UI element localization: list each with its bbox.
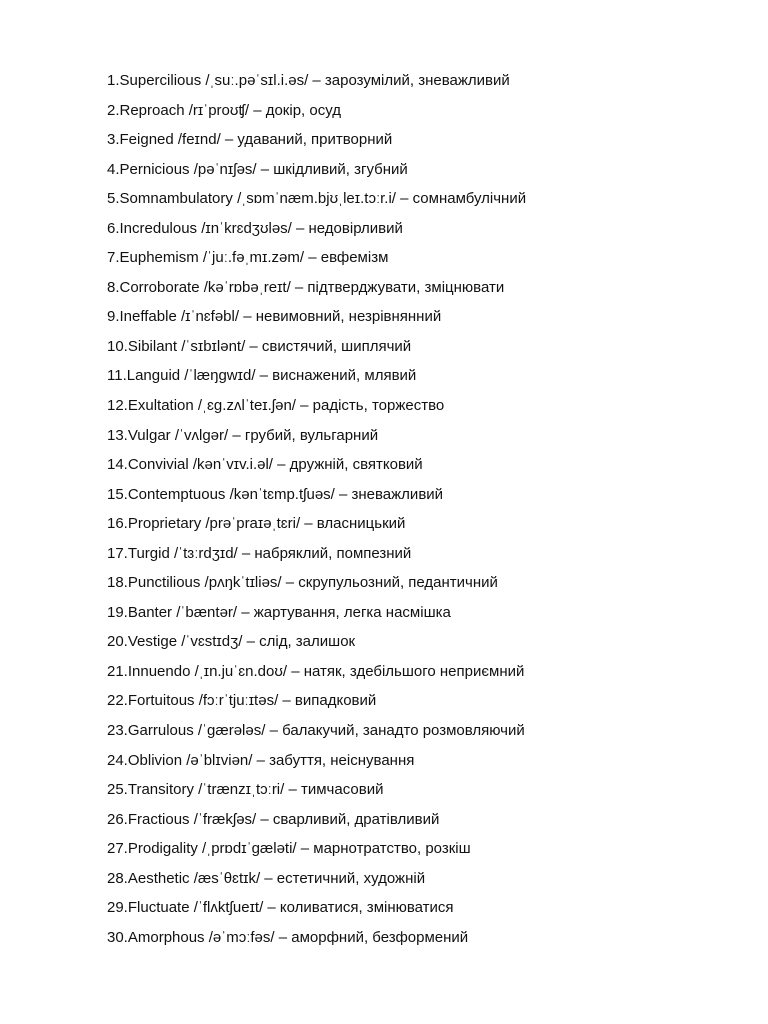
vocab-item: 22.Fortuitous /fɔːrˈtjuːɪtəs/ – випадковий xyxy=(107,692,377,710)
vocab-item: 25.Transitory /ˈtrænzɪˌtɔːri/ – тимчасовий xyxy=(107,781,384,799)
vocab-item: 7.Euphemism /ˈjuː.fəˌmɪ.zəm/ – евфемізм xyxy=(107,249,389,267)
vocab-item: 9.Ineffable /ɪˈnɛfəbl/ – невимовний, незрівнянний xyxy=(107,308,442,326)
vocab-item: 29.Fluctuate /ˈflʌktʃueɪt/ – коливатися, змінюватися xyxy=(107,899,454,917)
vocab-item: 26.Fractious /ˈfrækʃəs/ – сварливий, дратівливий xyxy=(107,810,440,828)
vocab-item: 4.Pernicious /pəˈnɪʃəs/ – шкідливий, згубний xyxy=(107,160,408,178)
vocab-item: 15.Contemptuous /kənˈtɛmp.tʃuəs/ – зневажливий xyxy=(107,485,444,503)
vocab-item: 8.Corroborate /kəˈrɒbəˌreɪt/ – підтверджувати, зміцнювати xyxy=(107,278,505,296)
vocab-item: 27.Prodigality /ˌprɒdɪˈgæləti/ – марнотратство, розкіш xyxy=(107,840,471,858)
vocab-item: 18.Punctilious /pʌŋkˈtɪliəs/ – скрупульозний, педантичний xyxy=(107,574,498,592)
vocab-item: 1.Supercilious /ˌsuː.pəˈsɪl.i.əs/ – зарозумілий, зневажливий xyxy=(107,72,510,89)
vocab-item: 20.Vestige /ˈvɛstɪdʒ/ – слід, залишок xyxy=(107,633,356,651)
vocab-item: 12.Exultation /ˌɛg.zʌlˈteɪ.ʃən/ – радість, торжество xyxy=(107,397,445,415)
vocab-item: 24.Oblivion /əˈblɪviən/ – забуття, неіснування xyxy=(107,751,415,769)
vocab-item: 21.Innuendo /ˌɪn.juˈɛn.doʊ/ – натяк, здебільшого неприємний xyxy=(107,662,525,680)
vocab-item: 3.Feigned /feɪnd/ – удаваний, притворний xyxy=(107,131,393,149)
vocab-item: 10.Sibilant /ˈsɪbɪlənt/ – свистячий, шиплячий xyxy=(107,337,412,355)
vocabulary-list xyxy=(107,70,747,956)
vocab-item: 28.Aesthetic /æsˈθɛtɪk/ – естетичний, художній xyxy=(107,869,426,887)
vocab-item: 16.Proprietary /prəˈpraɪəˌtɛri/ – власницький xyxy=(107,515,406,533)
vocab-item: 2.Reproach /rɪˈproʊʧ/ – докір, осуд xyxy=(107,101,341,119)
vocab-item: 19.Banter /ˈbæntər/ – жартування, легка насмішка xyxy=(107,603,451,621)
vocab-item: 17.Turgid /ˈtɜːrdʒɪd/ – набряклий, помпезний xyxy=(107,544,412,562)
vocab-item: 23.Garrulous /ˈgærələs/ – балакучий, занадто розмовляючий xyxy=(107,722,525,740)
vocab-item: 6.Incredulous /ɪnˈkrɛdʒʊləs/ – недовірливий xyxy=(107,219,403,237)
vocab-item: 5.Somnambulatory /ˌsɒmˈnæm.bjʊˌleɪ.tɔːr.i/ – сомнамбулічний xyxy=(107,190,527,208)
vocab-item: 11.Languid /ˈlæŋgwɪd/ – виснажений, млявий xyxy=(107,367,417,385)
vocab-item: 13.Vulgar /ˈvʌlgər/ – грубий, вульгарний xyxy=(107,426,379,444)
vocab-item: 14.Convivial /kənˈvɪv.i.əl/ – дружній, святковий xyxy=(107,456,423,474)
vocab-item: 30.Amorphous /əˈmɔːfəs/ – аморфний, безформений xyxy=(107,928,469,946)
